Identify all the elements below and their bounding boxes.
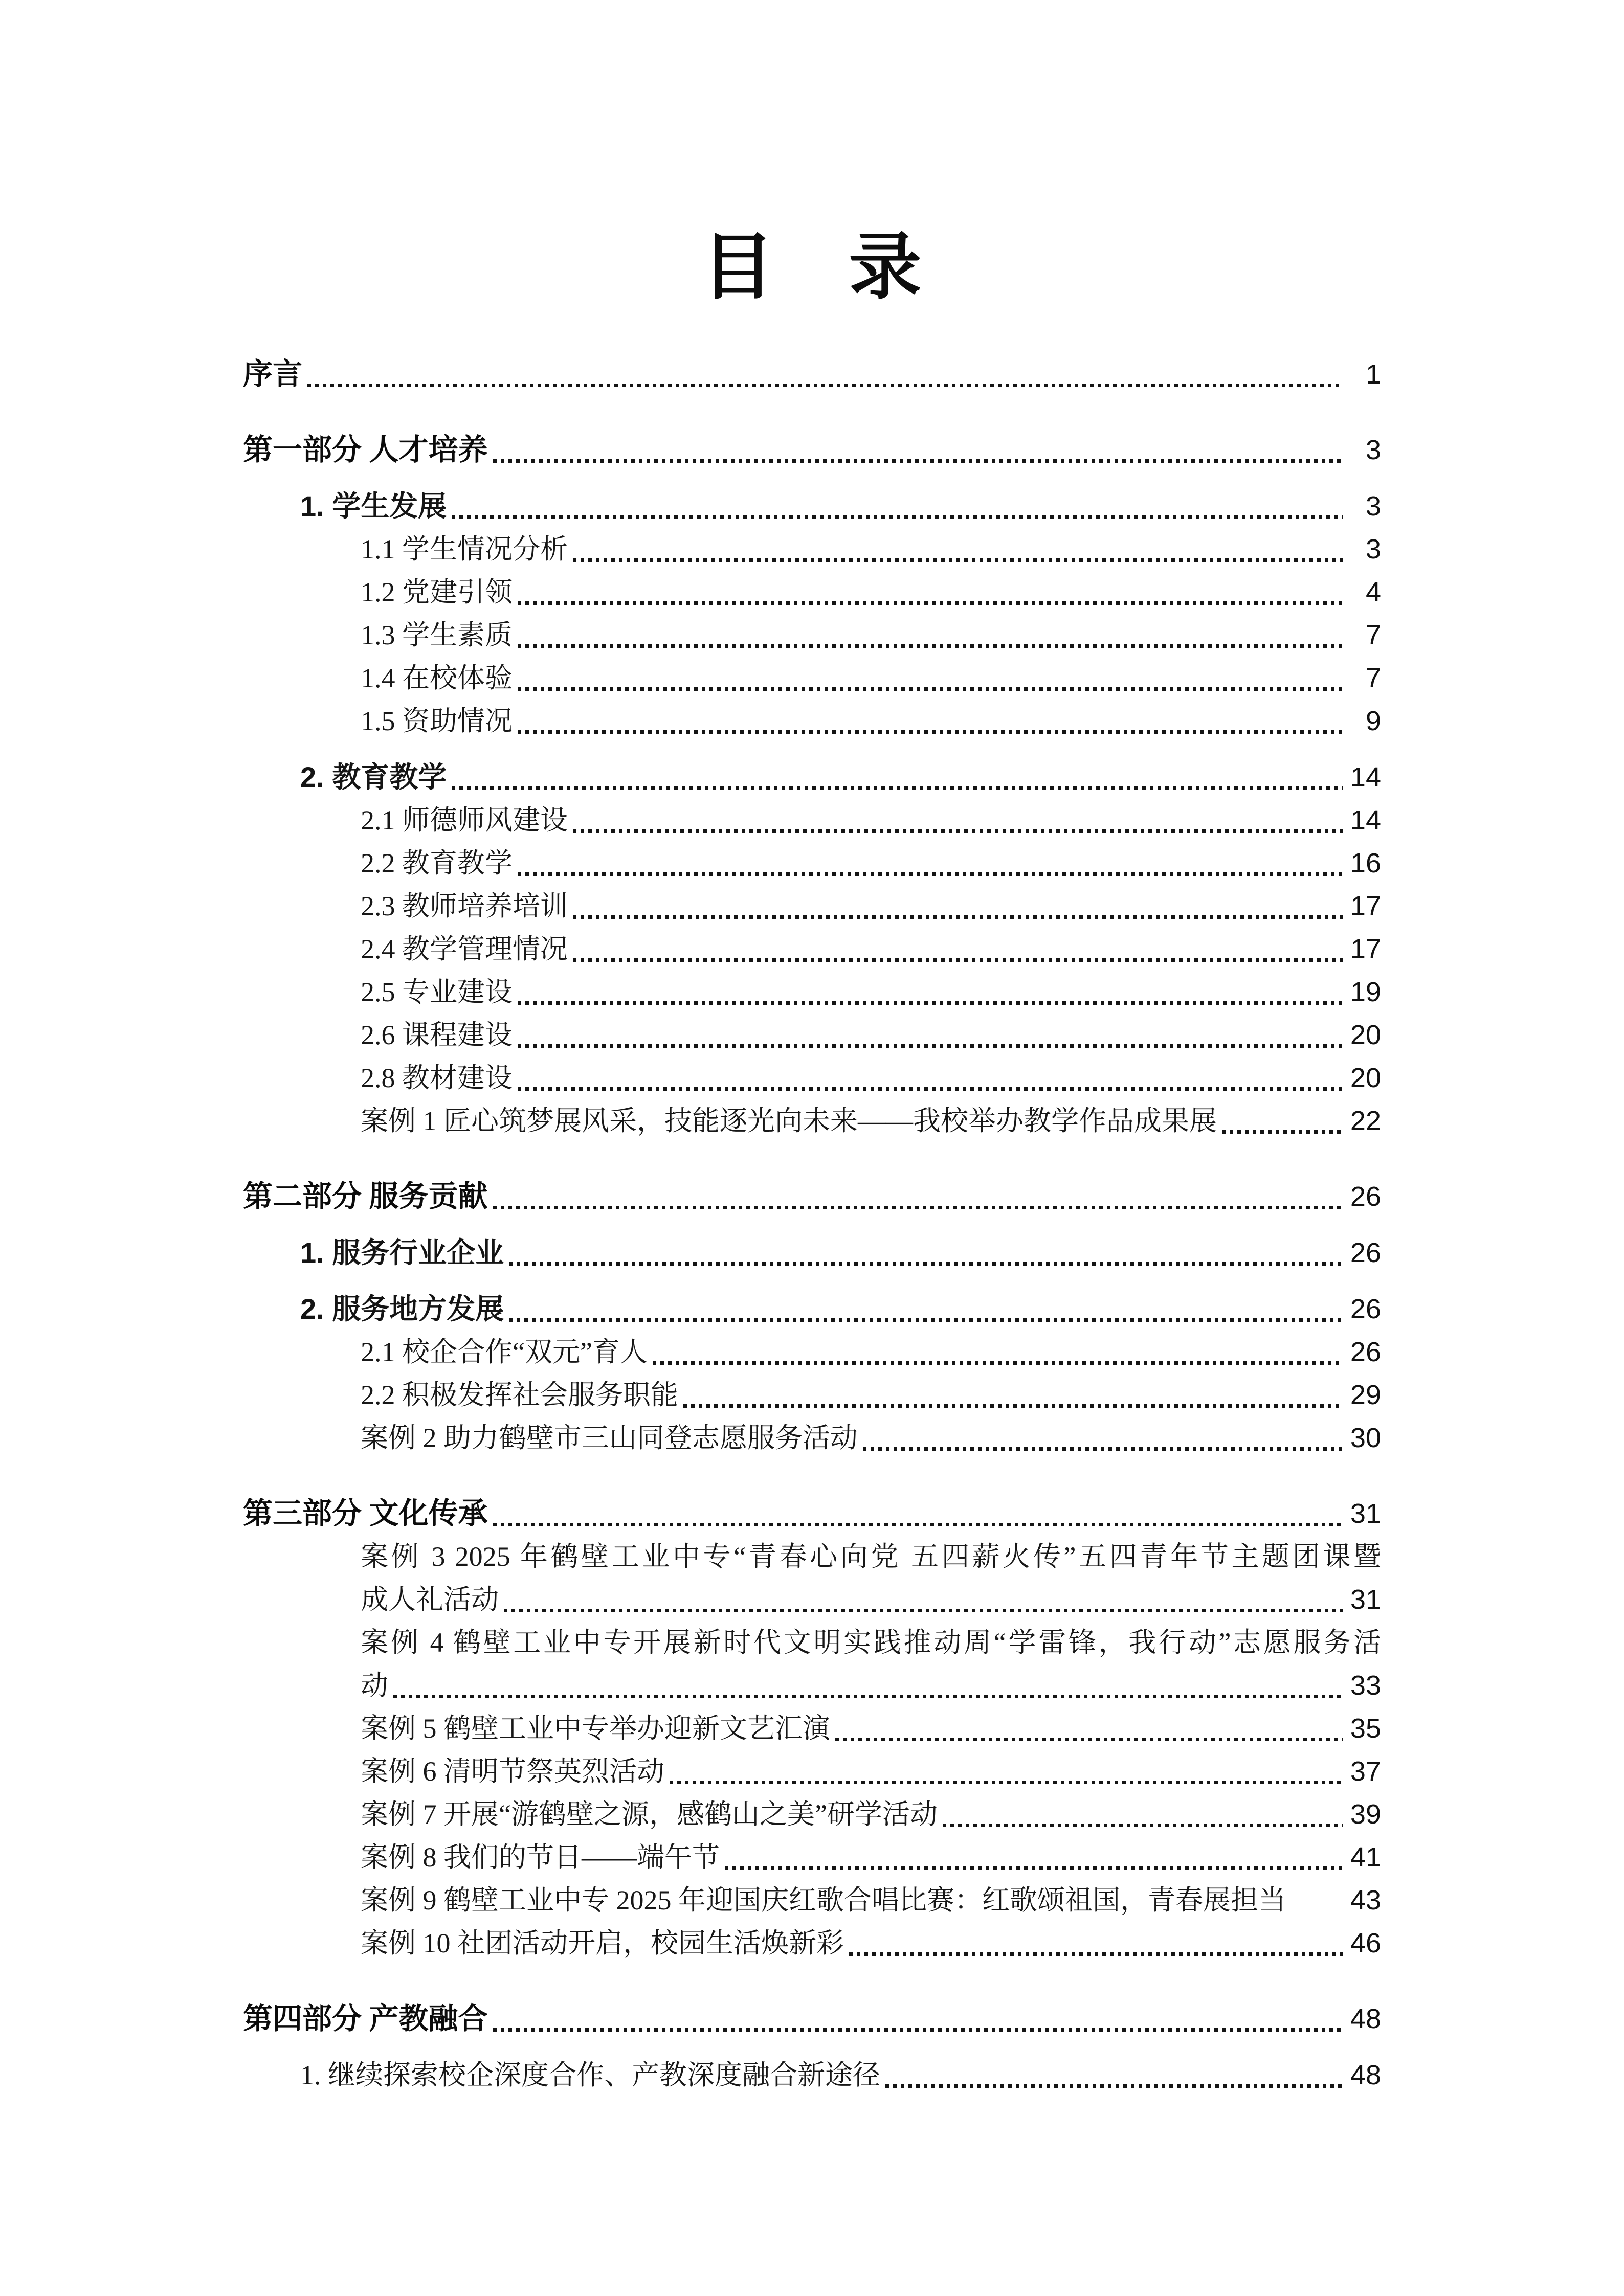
- toc-page-number: 3: [1365, 491, 1381, 522]
- toc-entry: [300, 1231, 1381, 1274]
- toc-entry: [361, 614, 1381, 657]
- toc-page-number: 26: [1350, 1294, 1381, 1324]
- toc-entry-label: 案例 9 鹤壁工业中专 2025 年迎国庆红歌合唱比赛：红歌颂祖国，青春展担当: [361, 1885, 1286, 1916]
- dot-leader: [307, 384, 1343, 387]
- toc-entry-label: 案例 4 鹤壁工业中专开展新时代文明实践推动周“学雷锋，我行动”志愿服务活: [361, 1627, 1381, 1658]
- toc-list: [243, 353, 1381, 2097]
- toc-entry-label: 1.5 资助情况: [361, 706, 513, 736]
- toc-entry-label: 2.1 师德师风建设: [361, 805, 568, 836]
- toc-entry-label: 1.3 学生素质: [361, 620, 513, 650]
- toc-page-number: 20: [1350, 1063, 1381, 1093]
- dot-leader: [1291, 1909, 1343, 1913]
- toc-entry: [243, 353, 1381, 396]
- toc-entry: [243, 429, 1381, 471]
- toc-entry-label: 2.2 教育教学: [361, 848, 513, 879]
- toc-entry: [361, 1014, 1381, 1056]
- dot-leader: [943, 1824, 1343, 1827]
- toc-entry: [361, 1331, 1381, 1374]
- toc-page-number: 14: [1350, 762, 1381, 793]
- toc-page-number: 41: [1350, 1842, 1381, 1873]
- dot-leader: [573, 558, 1343, 562]
- toc-page-number: 3: [1365, 435, 1381, 465]
- toc-entry-label: 1.2 党建引领: [361, 577, 513, 607]
- toc-entry-label: 2.1 校企合作“双元”育人: [361, 1337, 648, 1367]
- dot-leader: [653, 1361, 1343, 1365]
- toc-entry: [361, 799, 1381, 842]
- toc-entry: [361, 1922, 1381, 1965]
- toc-entry-label: 案例 6 清明节祭英烈活动: [361, 1756, 664, 1787]
- toc-entry-label: 案例 7 开展“游鹤壁之源，感鹤山之美”研学活动: [361, 1799, 938, 1830]
- toc-entry-label: 动: [361, 1670, 388, 1701]
- toc-entry-label: 1.4 在校体验: [361, 663, 513, 693]
- toc-entry: [361, 1836, 1381, 1879]
- toc-entry: [361, 1621, 1381, 1664]
- dot-leader: [518, 644, 1343, 648]
- toc-entry: [300, 2054, 1381, 2097]
- toc-page-number: 26: [1350, 1181, 1381, 1212]
- dot-leader: [518, 1044, 1343, 1048]
- dot-leader: [504, 1609, 1343, 1612]
- dot-leader: [863, 1447, 1343, 1451]
- toc-page-number: 7: [1365, 620, 1381, 650]
- dot-leader: [518, 601, 1343, 605]
- toc-entry: [361, 528, 1381, 571]
- dot-leader: [1222, 1130, 1343, 1134]
- toc-entry: [243, 1997, 1381, 2040]
- toc-entry-label: 第二部分 服务贡献: [243, 1180, 488, 1213]
- toc-entry: [300, 485, 1381, 528]
- page-title: 目 录: [701, 227, 923, 308]
- toc-entry: [300, 1288, 1381, 1331]
- toc-entry-label: 1. 服务行业企业: [300, 1236, 504, 1269]
- dot-leader: [452, 515, 1343, 519]
- toc-page-number: 22: [1350, 1106, 1381, 1136]
- toc-entry: [361, 657, 1381, 700]
- toc-page-number: 19: [1350, 977, 1381, 1007]
- toc-page-number: 29: [1350, 1380, 1381, 1410]
- toc-entry: [361, 885, 1381, 928]
- toc-entry-label: 1. 学生发展: [300, 490, 447, 522]
- toc-entry: [361, 1056, 1381, 1099]
- toc-entry: [361, 1879, 1381, 1922]
- dot-leader: [835, 1738, 1343, 1741]
- toc-entry-label: 案例 3 2025 年鹤壁工业中专“青春心向党 五四薪火传”五四青年节主题团课暨: [361, 1541, 1381, 1572]
- toc-entry: [361, 1750, 1381, 1793]
- toc-page-number: 3: [1365, 534, 1381, 565]
- dot-leader: [573, 958, 1343, 962]
- dot-leader: [518, 1087, 1343, 1091]
- toc-page-number: 48: [1350, 2004, 1381, 2034]
- toc-entry: [361, 928, 1381, 971]
- dot-leader: [518, 872, 1343, 876]
- dot-leader: [509, 1262, 1343, 1266]
- toc-page-number: 1: [1365, 359, 1381, 390]
- dot-leader: [452, 786, 1343, 790]
- dot-leader: [493, 1206, 1343, 1209]
- toc-page-number: 16: [1350, 848, 1381, 879]
- toc-entry: [361, 1099, 1381, 1142]
- toc-page-number: 30: [1350, 1423, 1381, 1453]
- toc-page-number: 33: [1350, 1670, 1381, 1701]
- toc-entry: [361, 571, 1381, 614]
- toc-entry: [243, 1175, 1381, 1218]
- toc-entry: [361, 1707, 1381, 1750]
- toc-entry-label: 案例 8 我们的节日——端午节: [361, 1842, 720, 1873]
- toc-entry: [361, 971, 1381, 1014]
- toc-entry: [361, 1793, 1381, 1836]
- toc-page-number: 26: [1350, 1337, 1381, 1367]
- toc-page-number: 26: [1350, 1237, 1381, 1268]
- toc-entry-label: 2.5 专业建设: [361, 977, 513, 1007]
- dot-leader: [670, 1781, 1343, 1784]
- toc-page-number: 37: [1350, 1756, 1381, 1787]
- toc-entry-label: 第三部分 文化传承: [243, 1497, 488, 1530]
- dot-leader: [518, 687, 1343, 691]
- toc-entry-label: 2. 服务地方发展: [300, 1293, 504, 1325]
- toc-entry-label: 2.3 教师培养培训: [361, 891, 568, 921]
- dot-leader: [725, 1866, 1343, 1870]
- toc-page-number: 4: [1365, 577, 1381, 607]
- dot-leader: [493, 459, 1343, 463]
- toc-page-number: 46: [1350, 1928, 1381, 1959]
- toc-entry-label: 2.2 积极发挥社会服务职能: [361, 1380, 678, 1410]
- toc-entry-label: 1. 继续探索校企深度合作、产教深度融合新途径: [300, 2060, 880, 2090]
- toc-page-number: 14: [1350, 805, 1381, 836]
- toc-entry-label: 2.6 课程建设: [361, 1020, 513, 1050]
- dot-leader: [573, 915, 1343, 919]
- toc-entry-label: 第一部分 人才培养: [243, 433, 488, 466]
- dot-leader: [518, 730, 1343, 734]
- toc-entry-label: 序言: [243, 357, 303, 391]
- toc-entry-label: 案例 10 社团活动开启，校园生活焕新彩: [361, 1928, 844, 1959]
- dot-leader: [849, 1952, 1343, 1956]
- toc-page-number: 39: [1350, 1799, 1381, 1830]
- toc-entry-label: 2. 教育教学: [300, 761, 447, 793]
- toc-page-number: 20: [1350, 1020, 1381, 1050]
- toc-entry: [361, 842, 1381, 885]
- toc-entry-label: 2.4 教学管理情况: [361, 934, 568, 964]
- toc-page-number: 31: [1350, 1584, 1381, 1615]
- dot-leader: [493, 1523, 1343, 1526]
- toc-entry: [243, 1492, 1381, 1535]
- toc-page-number: 31: [1350, 1498, 1381, 1529]
- toc-entry-label: 案例 2 助力鹤壁市三山同登志愿服务活动: [361, 1423, 858, 1453]
- toc-page-number: 35: [1350, 1713, 1381, 1744]
- toc-entry-label: 第四部分 产教融合: [243, 2002, 488, 2035]
- dot-leader: [393, 1695, 1343, 1698]
- toc-entry: [361, 700, 1381, 742]
- toc-entry: [361, 1416, 1381, 1459]
- toc-entry-label: 成人礼活动: [361, 1584, 499, 1615]
- toc-entry-continuation: [361, 1664, 1381, 1707]
- dot-leader: [509, 1318, 1343, 1322]
- toc-entry-label: 案例 5 鹤壁工业中专举办迎新文艺汇演: [361, 1713, 830, 1744]
- toc-entry-label: 案例 1 匠心筑梦展风采，技能逐光向未来——我校举办教学作品成果展: [361, 1106, 1217, 1136]
- toc-entry: [300, 756, 1381, 799]
- toc-page-number: 43: [1350, 1885, 1381, 1916]
- dot-leader: [573, 829, 1343, 833]
- toc-page-number: 9: [1365, 706, 1381, 736]
- dot-leader: [885, 2084, 1343, 2088]
- dot-leader: [518, 1001, 1343, 1005]
- toc-page-number: 48: [1350, 2060, 1381, 2090]
- dot-leader: [493, 2028, 1343, 2032]
- toc-page-number: 7: [1365, 663, 1381, 693]
- toc-entry: [361, 1374, 1381, 1416]
- toc-page-number: 17: [1350, 891, 1381, 921]
- toc-entry-continuation: [361, 1578, 1381, 1621]
- toc-entry-label: 2.8 教材建设: [361, 1063, 513, 1093]
- toc-entry-label: 1.1 学生情况分析: [361, 534, 568, 565]
- dot-leader: [683, 1404, 1343, 1408]
- toc-page-number: 17: [1350, 934, 1381, 964]
- toc-entry: [361, 1535, 1381, 1578]
